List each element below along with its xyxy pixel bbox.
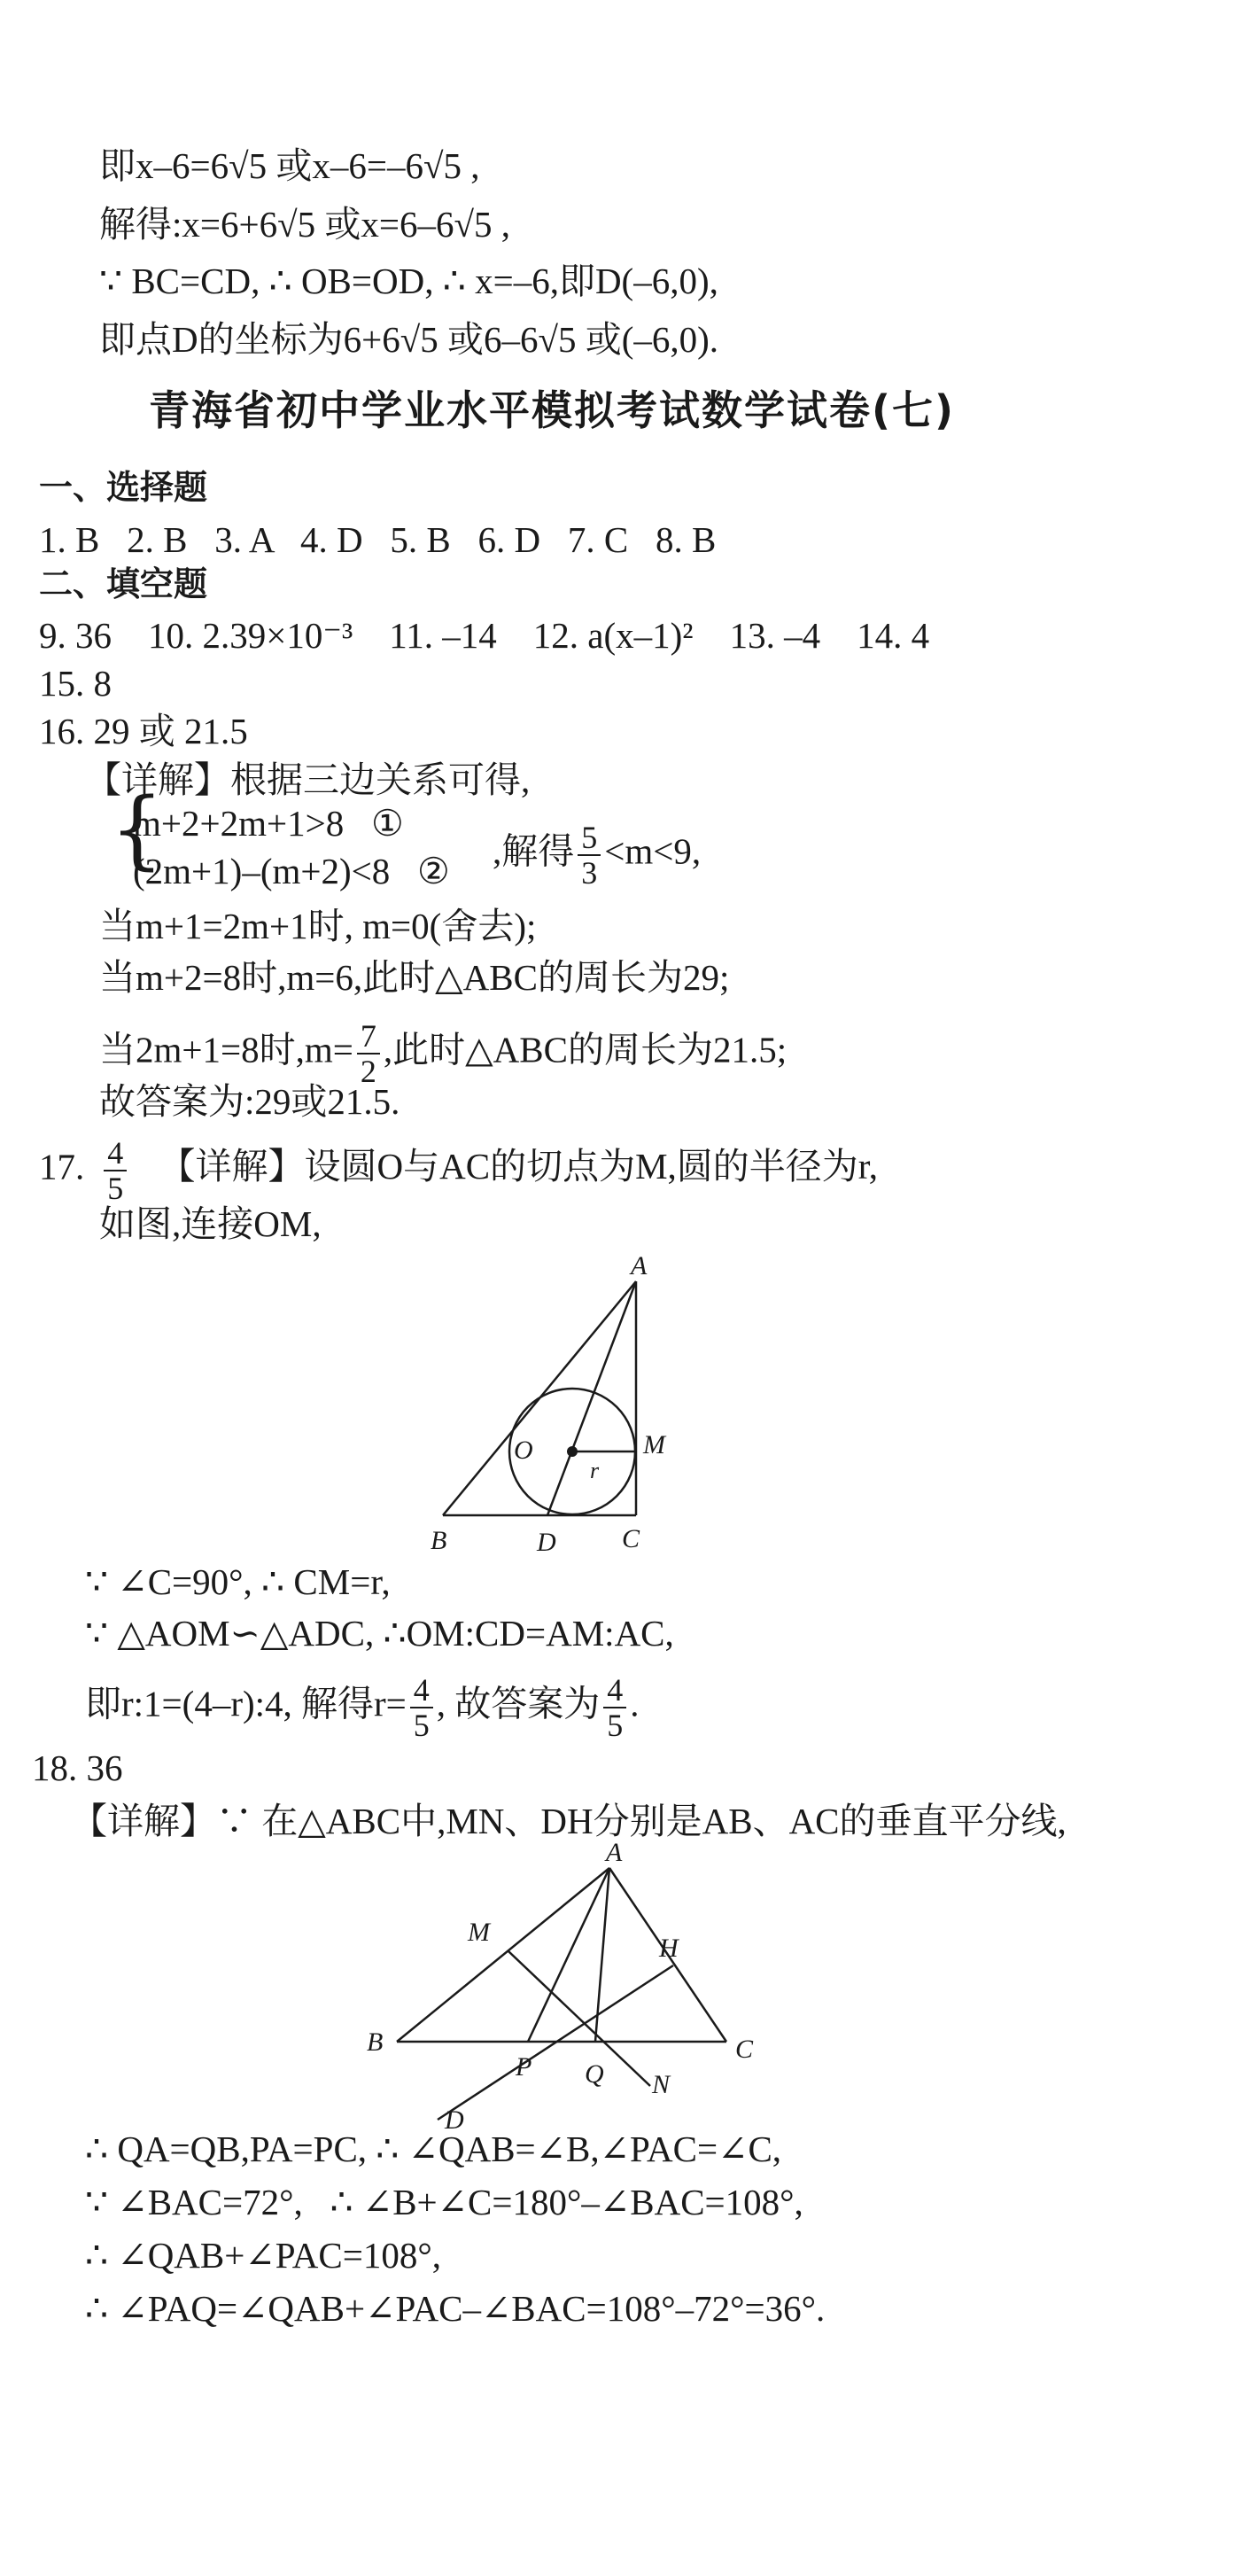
- fraction-denominator: 5: [607, 1708, 624, 1743]
- fill-answers-row-1: 9. 36 10. 2.39×10⁻³ 11. –14 12. a(x–1)² 13. –4 14. 4: [39, 615, 930, 656]
- q17-answer: [39, 1136, 878, 1205]
- q18-line-2: ∵ ∠BAC=72°, ∴ ∠B+∠C=180°–∠BAC=108°,: [85, 2182, 803, 2222]
- q17-line-3-prefix: 即r:1=(4–r):4, 解得r=: [85, 1683, 407, 1724]
- label-r: r: [590, 1458, 600, 1483]
- page-title: 青海省初中学业水平模拟考试数学试卷(七): [149, 386, 956, 434]
- fraction: [578, 821, 601, 890]
- label-b: B: [431, 1526, 447, 1555]
- q16-solve: [493, 821, 701, 890]
- label-p: P: [516, 2052, 532, 2082]
- fraction-numerator: 4: [104, 1136, 127, 1171]
- label-c: C: [735, 2035, 754, 2064]
- q16-solve-suffix: <m<9,: [604, 830, 702, 872]
- label-n: N: [652, 2070, 671, 2099]
- label-d: D: [537, 1528, 556, 1557]
- q18-line-4: ∴ ∠PAQ=∠QAB+∠PAC–∠BAC=108°–72°=36°.: [85, 2288, 826, 2329]
- q17-connect: 如图,连接OM,: [99, 1203, 322, 1244]
- system-brace: {: [110, 780, 165, 879]
- label-m: M: [468, 1918, 490, 1947]
- label-a: A: [631, 1251, 648, 1280]
- q18-figure: [0, 1838, 1257, 2135]
- q18-answer: 18. 36: [32, 1747, 123, 1788]
- section-heading-fill: 二、填空题: [39, 564, 208, 603]
- fill-answers-row-2: 15. 8: [39, 663, 112, 704]
- label-d: D: [445, 2105, 464, 2135]
- fraction: [410, 1673, 433, 1742]
- q16-case-3-prefix: 当2m+1=8时,m=: [99, 1029, 353, 1070]
- fraction: [603, 1673, 626, 1742]
- center-dot: [567, 1446, 578, 1457]
- q17-figure: [0, 1251, 1257, 1558]
- q16-detail: 【详解】根据三边关系可得,: [85, 759, 531, 800]
- q16-inequality-1: m+2+2m+1>8 ①: [133, 803, 404, 844]
- choice-answers: 1. B 2. B 3. A 4. D 5. B 6. D 7. C 8. B: [39, 519, 717, 560]
- solution-line-2: 解得:x=6+6√5 或x=6–6√5 ,: [99, 204, 511, 245]
- fraction-denominator: 3: [581, 855, 598, 891]
- solution-line-3: ∵ BC=CD, ∴ OB=OD, ∴ x=–6,即D(–6,0),: [99, 261, 718, 301]
- q16-case-3-suffix: ,此时△ABC的周长为21.5;: [383, 1029, 788, 1070]
- q17-number: 17.: [39, 1146, 85, 1187]
- fraction-numerator: 4: [410, 1673, 433, 1708]
- q17-detail: 【详解】设圆O与AC的切点为M,圆的半径为r,: [159, 1146, 879, 1187]
- q17-line-3-mid: , 故答案为: [436, 1683, 601, 1724]
- section-heading-choice: 一、选择题: [39, 468, 208, 507]
- solution-line-4: 即点D的坐标为6+6√5 或6–6√5 或(–6,0).: [99, 319, 719, 360]
- label-m: M: [643, 1430, 665, 1459]
- label-o: O: [514, 1436, 533, 1465]
- label-q: Q: [585, 2059, 604, 2089]
- label-c: C: [622, 1524, 640, 1553]
- q17-line-1: ∵ ∠C=90°, ∴ CM=r,: [85, 1561, 391, 1602]
- fraction-denominator: 2: [360, 1054, 376, 1089]
- solution-line-1: 即x–6=6√5 或x–6=–6√5 ,: [99, 145, 480, 186]
- q16-solve-prefix: ,解得: [493, 830, 575, 872]
- q18-line-1: ∴ QA=QB,PA=PC, ∴ ∠QAB=∠B,∠PAC=∠C,: [85, 2129, 782, 2169]
- label-h: H: [659, 1934, 679, 1963]
- label-b: B: [367, 2027, 384, 2057]
- q16-case-1: 当m+1=2m+1时, m=0(舍去);: [99, 906, 537, 946]
- fraction: [104, 1136, 127, 1205]
- q16-conclusion: 故答案为:29或21.5.: [99, 1081, 400, 1122]
- fraction-denominator: 5: [107, 1171, 124, 1206]
- q17-line-3: [85, 1673, 640, 1742]
- q16-case-2: 当m+2=8时,m=6,此时△ABC的周长为29;: [99, 957, 730, 998]
- q18-detail: 【详解】∵ 在△ABC中,MN、DH分别是AB、AC的垂直平分线,: [71, 1801, 1067, 1841]
- fraction-numerator: 5: [578, 821, 601, 856]
- fraction-numerator: 4: [603, 1673, 626, 1708]
- label-a: A: [606, 1838, 623, 1867]
- fraction-denominator: 5: [413, 1708, 430, 1743]
- q18-line-3: ∴ ∠QAB+∠PAC=108°,: [85, 2235, 441, 2276]
- fraction: [357, 1019, 380, 1088]
- q16-inequality-2: (2m+1)–(m+2)<8 ②: [133, 851, 450, 891]
- fraction-numerator: 7: [357, 1019, 380, 1055]
- q17-line-2: ∵ △AOM∽△ADC, ∴OM:CD=AM:AC,: [85, 1613, 674, 1654]
- q17-line-3-suffix: .: [630, 1683, 640, 1724]
- q16-answer: 16. 29 或 21.5: [39, 711, 248, 751]
- q16-case-3: [99, 1019, 787, 1088]
